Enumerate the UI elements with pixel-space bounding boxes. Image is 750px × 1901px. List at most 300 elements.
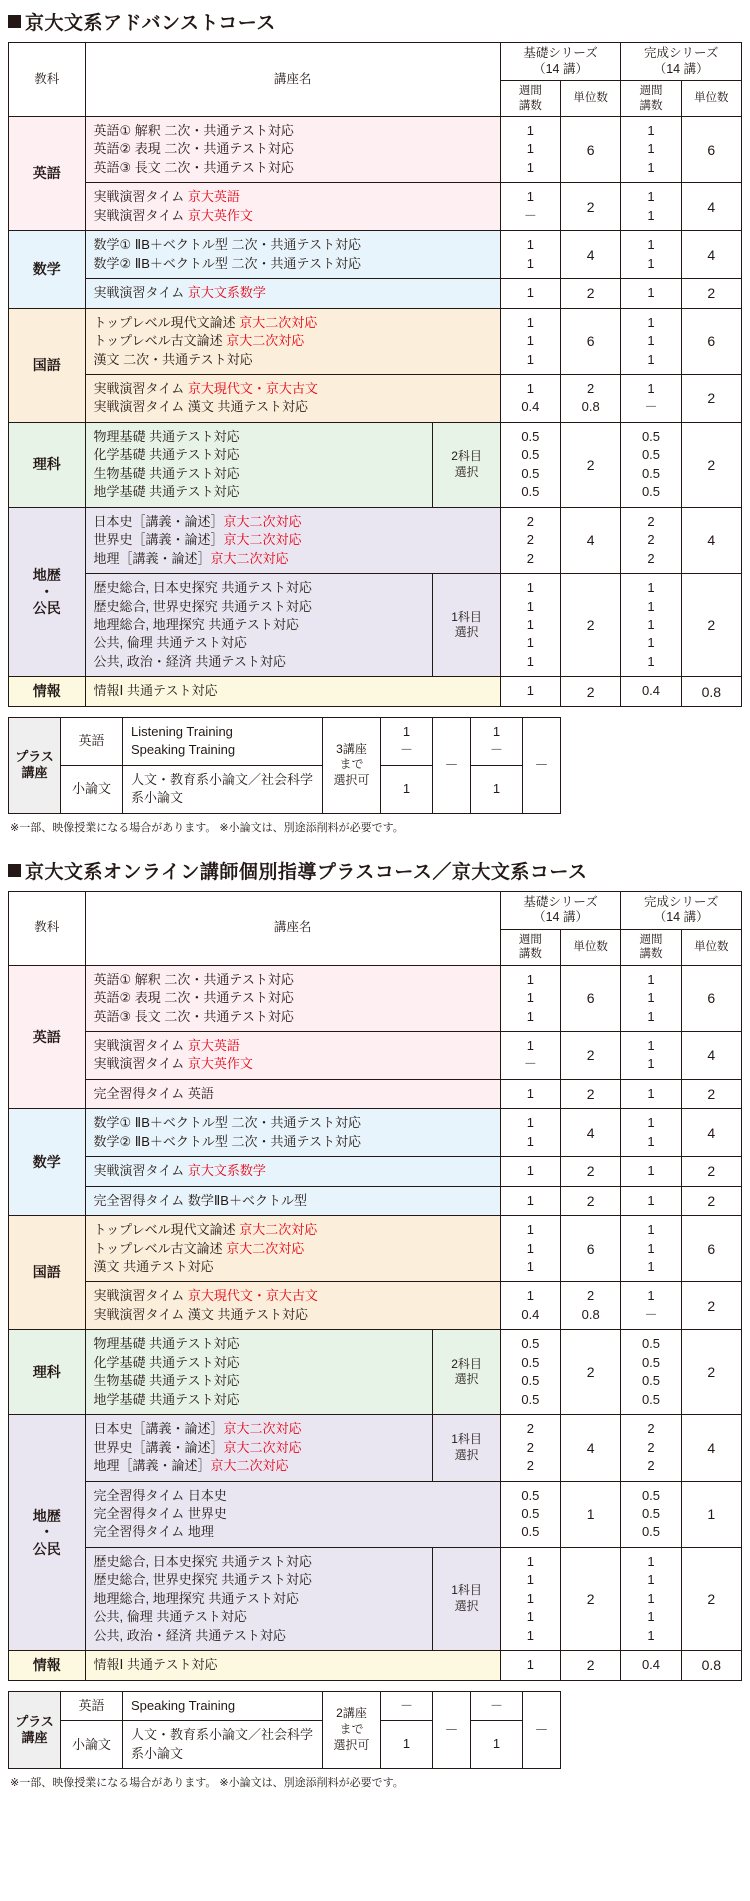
- basic-weekly-cell: [500, 183, 560, 231]
- final-weekly-cell: [621, 1415, 681, 1481]
- value: 1: [492, 1736, 501, 1752]
- basic-weekly-cell: [500, 422, 560, 507]
- value: 2: [647, 1421, 655, 1437]
- course-highlight: 京大二次対応: [239, 1222, 318, 1238]
- value: 1: [526, 990, 534, 1006]
- value: 1: [526, 683, 534, 699]
- basic-weekly-cell: [500, 677, 560, 706]
- table-row: [9, 507, 742, 573]
- final-weekly-cell: [621, 422, 681, 507]
- basic-weekly-cell: [500, 1330, 560, 1415]
- course-highlight: 京大二次対応: [226, 333, 305, 349]
- table-row: [9, 1186, 742, 1215]
- value: 1: [526, 635, 534, 651]
- basic-weekly-cell: [500, 1186, 560, 1215]
- plus-subject-cell: 小論文: [61, 1721, 123, 1769]
- final-units-cell: 2: [681, 1330, 741, 1415]
- course-highlight: 京大現代文・京大古文: [187, 1288, 318, 1304]
- basic-units-cell: 6: [561, 308, 621, 374]
- basic-units-cell: 2: [561, 1031, 621, 1079]
- value: 1: [526, 123, 534, 138]
- basic-weekly-count-header: 週間 講数: [500, 929, 560, 965]
- value: 1: [647, 189, 655, 205]
- value: 0.5: [641, 484, 661, 500]
- value: 1: [647, 1115, 655, 1131]
- final-weekly-count-header: 週間 講数: [621, 81, 681, 117]
- value: 1: [647, 1133, 655, 1149]
- course-line: 実戦演習タイム 京大文系数学: [93, 1163, 266, 1179]
- course-name-cell: [85, 677, 500, 706]
- final-weekly-cell: [621, 1186, 681, 1215]
- square-bullet-icon: [8, 864, 21, 877]
- course-line: 英語② 表現 二次・共通テスト対応: [93, 141, 294, 157]
- value: 0.5: [521, 1373, 540, 1389]
- course-line: 完全習得タイム 英語: [93, 1085, 214, 1101]
- basic-units-cell: 6: [561, 117, 621, 183]
- final-weekly-cell: [621, 1547, 681, 1650]
- course-line: 世界史［講義・論述］京大二次対応: [93, 532, 302, 548]
- course-name-cell: [85, 1216, 500, 1282]
- value: 0.5: [521, 484, 540, 500]
- course-line: 情報Ⅰ 共通テスト対応: [93, 1657, 218, 1673]
- basic-weekly-cell: [500, 231, 560, 279]
- basic-weekly-cell: [500, 117, 560, 183]
- course-name-cell: [85, 1651, 500, 1680]
- course-name-cell: [85, 308, 500, 374]
- course-line: トップレベル古文論述 京大二次対応: [93, 333, 305, 349]
- plus-course-table: [8, 1691, 561, 1769]
- value: 0.5: [641, 1487, 661, 1503]
- value: 0.8: [581, 399, 600, 415]
- course-name-cell: [85, 1282, 500, 1330]
- course-line: 英語③ 長文 二次・共通テスト対応: [93, 159, 294, 175]
- value: 2: [526, 1458, 534, 1474]
- course-line: 地学基礎 共通テスト対応: [93, 484, 240, 500]
- course-line: 歴史総合, 日本史探究 共通テスト対応: [93, 580, 312, 596]
- course-highlight: 京大文系数学: [187, 1163, 266, 1179]
- basic-units-cell: 4: [561, 231, 621, 279]
- basic-weekly-cell: [500, 1547, 560, 1650]
- plus-final-weekly-cell: [471, 717, 523, 765]
- value: 1: [647, 990, 655, 1006]
- basic-units-cell: 2: [561, 1547, 621, 1650]
- value: 1: [526, 1240, 534, 1256]
- value: 0.5: [521, 428, 540, 444]
- course-name-cell: [85, 279, 500, 308]
- table-row: [9, 1216, 742, 1282]
- value: 1: [647, 351, 655, 367]
- plus-course-name-cell: [123, 765, 323, 813]
- selection-rule-cell: 1科目 選択: [433, 1547, 500, 1650]
- table-row: [9, 1415, 742, 1481]
- value: 0.5: [641, 465, 661, 481]
- plus-course-name-cell: [123, 1721, 323, 1769]
- course-line: Speaking Training: [131, 1697, 236, 1713]
- basic-units-cell: 2: [561, 183, 621, 231]
- value: 2: [647, 1439, 655, 1455]
- final-units-cell: 6: [681, 1216, 741, 1282]
- final-weekly-cell: [621, 1157, 681, 1186]
- value: 0.5: [641, 1391, 661, 1407]
- value: 1: [526, 971, 534, 987]
- header-subject: 教科: [9, 891, 86, 965]
- value: －: [644, 1306, 658, 1322]
- course-highlight: 京大二次対応: [226, 1240, 305, 1256]
- course-highlight: 京大二次対応: [239, 314, 318, 330]
- course-line: 完全習得タイム 世界史: [93, 1506, 227, 1522]
- basic-weekly-cell: [500, 1216, 560, 1282]
- basic-units-cell: 4: [561, 1109, 621, 1157]
- plus-selection-rule-cell: 3講座 まで 選択可: [323, 717, 381, 813]
- header-course: 講座名: [85, 43, 500, 117]
- course-name-cell: [85, 422, 433, 507]
- value: 1: [526, 380, 534, 396]
- value: 1: [526, 1037, 534, 1053]
- course-line: 地学基礎 共通テスト対応: [93, 1391, 240, 1407]
- course-line: 数学① ⅡB＋ベクトル型 二次・共通テスト対応: [93, 1115, 361, 1131]
- header-subject: 教科: [9, 43, 86, 117]
- course-line: Speaking Training: [131, 742, 236, 758]
- value: 1: [526, 1553, 534, 1569]
- subject-cell: 英語: [9, 117, 86, 231]
- basic-units-cell: 2: [561, 574, 621, 677]
- course-name-cell: [85, 507, 500, 573]
- table-row: [9, 183, 742, 231]
- subject-cell: 国語: [9, 1216, 86, 1330]
- final-units-cell: 2: [681, 374, 741, 422]
- value: 1: [526, 237, 534, 253]
- section-title: [8, 0, 742, 42]
- course-highlight: 京大二次対応: [223, 1421, 302, 1437]
- final-units-cell: 4: [681, 183, 741, 231]
- table-row: [9, 231, 742, 279]
- course-line: 歴史総合, 世界史探究 共通テスト対応: [93, 1572, 312, 1588]
- value: 1: [526, 598, 534, 614]
- final-weekly-cell: [621, 183, 681, 231]
- final-weekly-cell: [621, 231, 681, 279]
- course-name-cell: [85, 374, 500, 422]
- table-row: [9, 422, 742, 507]
- course-line: 完全習得タイム 日本史: [93, 1487, 227, 1503]
- table-row: [9, 965, 742, 1031]
- course-line: 世界史［講義・論述］京大二次対応: [93, 1439, 302, 1455]
- value: 0.5: [641, 1506, 661, 1522]
- value: 2: [526, 1439, 534, 1455]
- course-name-cell: [85, 1031, 500, 1079]
- basic-weekly-cell: [500, 374, 560, 422]
- final-units-cell: 2: [681, 422, 741, 507]
- value: 1: [647, 580, 655, 596]
- value: 1: [647, 255, 655, 271]
- course-line: 公共, 政治・経済 共通テスト対応: [93, 1627, 286, 1643]
- final-weekly-cell: [621, 1282, 681, 1330]
- selection-rule-cell: 2科目 選択: [433, 422, 500, 507]
- final-weekly-cell: [621, 677, 681, 706]
- basic-units-cell: 6: [561, 965, 621, 1031]
- basic-units-cell: 2: [561, 279, 621, 308]
- table-row: [9, 574, 742, 677]
- value: 1: [526, 580, 534, 596]
- final-weekly-cell: [621, 1109, 681, 1157]
- course-line: 地理［講義・論述］京大二次対応: [93, 1458, 289, 1474]
- value: 1: [526, 1288, 534, 1304]
- course-name-cell: [85, 1079, 500, 1108]
- value: 1: [647, 207, 655, 223]
- course-line: 歴史総合, 世界史探究 共通テスト対応: [93, 598, 312, 614]
- value: 1: [526, 1085, 534, 1101]
- value: 1: [526, 1572, 534, 1588]
- plus-final-units-cell: －: [523, 717, 561, 813]
- final-units-cell: 1: [681, 1481, 741, 1547]
- value: 0.5: [641, 428, 661, 444]
- course-name-cell: [85, 574, 433, 677]
- course-line: トップレベル現代文論述 京大二次対応: [93, 1222, 318, 1238]
- section-title-text: 京大文系アドバンストコース: [25, 13, 276, 34]
- course-name-cell: [85, 1547, 433, 1650]
- course-line: トップレベル古文論述 京大二次対応: [93, 1240, 305, 1256]
- value: 1: [647, 598, 655, 614]
- course-line: 漢文 共通テスト対応: [93, 1259, 214, 1275]
- basic-units-cell: [561, 374, 621, 422]
- final-unit-count-header: 単位数: [681, 929, 741, 965]
- selection-rule-cell: 1科目 選択: [433, 1415, 500, 1481]
- final-units-cell: 6: [681, 965, 741, 1031]
- course-name-cell: [85, 965, 500, 1031]
- header-final-series: 完成シリーズ （14 講）: [621, 891, 742, 929]
- value: 1: [647, 1037, 655, 1053]
- basic-units-cell: 2: [561, 1330, 621, 1415]
- course-line: 完全習得タイム 地理: [93, 1524, 214, 1540]
- course-line: 実戦演習タイム 京大文系数学: [93, 285, 266, 301]
- final-weekly-cell: [621, 1481, 681, 1547]
- course-line: 日本史［講義・論述］京大二次対応: [93, 513, 302, 529]
- value: 1: [526, 1192, 534, 1208]
- course-name-cell: [85, 183, 500, 231]
- plus-row: [9, 1721, 561, 1769]
- value: －: [489, 1697, 503, 1713]
- plus-selection-rule-cell: 2講座 まで 選択可: [323, 1691, 381, 1768]
- plus-course-block: [8, 1681, 742, 1769]
- selection-rule-cell: 2科目 選択: [433, 1330, 500, 1415]
- header-final-series: 完成シリーズ （14 講）: [621, 43, 742, 81]
- value: 1: [492, 780, 501, 796]
- basic-weekly-cell: [500, 1079, 560, 1108]
- basic-weekly-cell: [500, 1415, 560, 1481]
- course-table: [8, 891, 742, 1681]
- course-name-cell: [85, 1481, 500, 1547]
- course-line: 実戦演習タイム 京大現代文・京大古文: [93, 1288, 318, 1304]
- selection-rule-cell: 1科目 選択: [433, 574, 500, 677]
- value: 0.5: [641, 1373, 661, 1389]
- course-line: 歴史総合, 日本史探究 共通テスト対応: [93, 1553, 312, 1569]
- course-line: 実戦演習タイム 京大英語: [93, 1037, 240, 1053]
- final-weekly-cell: [621, 117, 681, 183]
- course-line: 人文・教育系小論文／社会科学系小論文: [131, 771, 314, 806]
- course-line: 実戦演習タイム 京大現代文・京大古文: [93, 380, 318, 396]
- value: 1: [526, 1133, 534, 1149]
- value: 2: [587, 380, 595, 396]
- value: 0.4: [521, 399, 540, 415]
- course-line: Listening Training: [131, 723, 233, 739]
- value: 0.5: [521, 1391, 540, 1407]
- course-line: 地理［講義・論述］京大二次対応: [93, 550, 289, 566]
- basic-weekly-cell: [500, 1481, 560, 1547]
- value: 1: [526, 141, 534, 157]
- plus-subject-cell: 英語: [61, 717, 123, 765]
- value: 1: [647, 123, 655, 138]
- table-row: [9, 1157, 742, 1186]
- footnote: ※一部、映像授業になる場合があります。 ※小論文は、別途添削料が必要です。: [10, 821, 404, 834]
- plus-basic-weekly-cell: [381, 1721, 433, 1769]
- value: 1: [526, 285, 534, 301]
- course-line: 化学基礎 共通テスト対応: [93, 447, 240, 463]
- subject-cell: 国語: [9, 308, 86, 422]
- basic-units-cell: 2: [561, 1651, 621, 1680]
- value: 1: [647, 285, 655, 301]
- subject-cell: 情報: [9, 1651, 86, 1680]
- value: 2: [647, 513, 655, 529]
- course-highlight: 京大二次対応: [210, 1458, 289, 1474]
- course-line: 地理総合, 地理探究 共通テスト対応: [93, 1590, 299, 1606]
- value: 0.4: [641, 683, 661, 699]
- value: 1: [647, 1085, 655, 1101]
- basic-units-cell: 2: [561, 1157, 621, 1186]
- value: 1: [526, 1163, 534, 1179]
- value: 0.5: [521, 1354, 540, 1370]
- value: 1: [526, 189, 534, 205]
- subject-cell: 理科: [9, 422, 86, 507]
- basic-unit-count-header: 単位数: [561, 81, 621, 117]
- plus-basic-units-cell: －: [433, 1691, 471, 1768]
- course-line: 数学① ⅡB＋ベクトル型 二次・共通テスト対応: [93, 237, 361, 253]
- course-highlight: 京大文系数学: [187, 285, 266, 301]
- plus-subject-cell: 英語: [61, 1691, 123, 1720]
- final-weekly-cell: [621, 374, 681, 422]
- value: 0.5: [641, 447, 661, 463]
- course-line: 実戦演習タイム 漢文 共通テスト対応: [93, 1306, 308, 1322]
- final-units-cell: 4: [681, 1109, 741, 1157]
- value: 1: [647, 653, 655, 669]
- plus-course-name-cell: [123, 1691, 323, 1720]
- value: 1: [647, 1627, 655, 1643]
- value: －: [523, 1056, 537, 1072]
- plus-basic-weekly-cell: [381, 717, 433, 765]
- value: 1: [526, 333, 534, 349]
- value: 1: [526, 1627, 534, 1643]
- subject-cell: 理科: [9, 1330, 86, 1415]
- value: 0.5: [521, 465, 540, 481]
- course-line: 英語① 解釈 二次・共通テスト対応: [93, 123, 294, 138]
- plus-course-block: [8, 707, 742, 814]
- final-units-cell: 2: [681, 1157, 741, 1186]
- course-highlight: 京大二次対応: [223, 532, 302, 548]
- basic-weekly-cell: [500, 507, 560, 573]
- value: 1: [526, 616, 534, 632]
- value: 0.5: [641, 1524, 661, 1540]
- value: 0.5: [641, 1336, 661, 1352]
- value: 1: [526, 159, 534, 175]
- value: 1: [526, 1115, 534, 1131]
- course-highlight: 京大英作文: [187, 207, 253, 223]
- value: 1: [647, 159, 655, 175]
- plus-basic-units-cell: －: [433, 717, 471, 813]
- basic-weekly-cell: [500, 1109, 560, 1157]
- basic-units-cell: 6: [561, 1216, 621, 1282]
- final-weekly-cell: [621, 507, 681, 573]
- value: －: [489, 742, 503, 758]
- course-line: 化学基礎 共通テスト対応: [93, 1354, 240, 1370]
- final-weekly-cell: [621, 1031, 681, 1079]
- basic-weekly-cell: [500, 308, 560, 374]
- course-highlight: 京大英語: [187, 189, 240, 205]
- course-name-cell: [85, 1415, 433, 1481]
- value: 0.5: [521, 447, 540, 463]
- course-line: 英語③ 長文 二次・共通テスト対応: [93, 1008, 294, 1024]
- table-row: [9, 1547, 742, 1650]
- final-weekly-cell: [621, 1079, 681, 1108]
- value: 1: [647, 333, 655, 349]
- value: 1: [526, 255, 534, 271]
- value: 1: [647, 380, 655, 396]
- value: 1: [647, 971, 655, 987]
- subject-cell: 地歴 ・ 公民: [9, 1415, 86, 1651]
- course-table: [8, 42, 742, 707]
- table-row: [9, 1079, 742, 1108]
- basic-weekly-cell: [500, 1651, 560, 1680]
- final-weekly-cell: [621, 279, 681, 308]
- course-highlight: 京大二次対応: [210, 550, 289, 566]
- basic-units-cell: 2: [561, 677, 621, 706]
- value: 2: [526, 513, 534, 529]
- section-title-text: 京大文系オンライン講師個別指導プラスコース／京大文系コース: [25, 861, 588, 883]
- value: 1: [526, 1590, 534, 1606]
- value: 1: [647, 1163, 655, 1179]
- course-line: 実戦演習タイム 京大英語: [93, 189, 240, 205]
- value: 1: [647, 1008, 655, 1024]
- value: 2: [647, 532, 655, 548]
- course-line: 漢文 二次・共通テスト対応: [93, 351, 253, 367]
- value: 1: [647, 141, 655, 157]
- value: 1: [526, 653, 534, 669]
- value: －: [399, 742, 413, 758]
- square-bullet-icon: [8, 15, 21, 28]
- value: 1: [526, 314, 534, 330]
- value: 1: [647, 1259, 655, 1275]
- value: 1: [492, 723, 501, 739]
- final-units-cell: 2: [681, 1547, 741, 1650]
- course-line: 実戦演習タイム 京大英作文: [93, 207, 253, 223]
- final-weekly-cell: [621, 574, 681, 677]
- value: 1: [647, 1609, 655, 1625]
- basic-unit-count-header: 単位数: [561, 929, 621, 965]
- plus-basic-weekly-cell: [381, 1691, 433, 1720]
- course-section: [0, 0, 750, 849]
- subject-cell: 数学: [9, 231, 86, 308]
- value: 2: [526, 1421, 534, 1437]
- header-course: 講座名: [85, 891, 500, 965]
- value: 1: [526, 351, 534, 367]
- course-highlight: 京大英作文: [187, 1056, 253, 1072]
- value: 1: [647, 1288, 655, 1304]
- plus-row: [9, 1691, 561, 1720]
- value: 0.5: [521, 1336, 540, 1352]
- table-row: [9, 1109, 742, 1157]
- subject-cell: 地歴 ・ 公民: [9, 507, 86, 677]
- course-highlight: 京大二次対応: [223, 1439, 302, 1455]
- plus-final-units-cell: －: [523, 1691, 561, 1768]
- value: －: [399, 1697, 413, 1713]
- final-units-cell: 2: [681, 574, 741, 677]
